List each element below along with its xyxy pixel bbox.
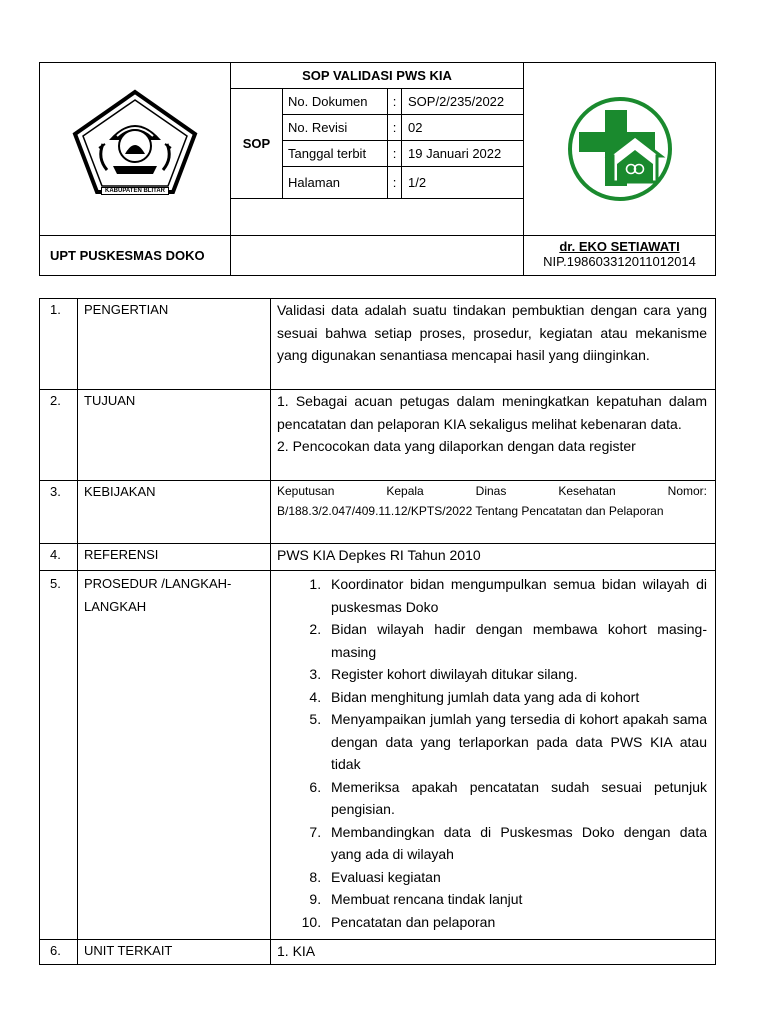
procedure-step: 5. Menyampaikan jumlah yang tersedia di kohort apakah sama dengan data yang terlaporkan pada data PWS KIA atau tidak bbox=[325, 708, 707, 776]
section-content: PWS KIA Depkes RI Tahun 2010 bbox=[271, 544, 716, 571]
section-number: 4. bbox=[40, 544, 78, 571]
meta-label-document-number: No. Dokumen bbox=[283, 89, 388, 115]
puskesmas-logo bbox=[565, 94, 675, 204]
sop-content-table bbox=[39, 298, 716, 965]
section-content: Validasi data adalah suatu tindakan pembuktian dengan cara yang sesuai bahwa setiap proses, prosedur, kegiatan atau mekanisme yang digunakan senantiasa mencapai hasil yang diinginkan. bbox=[271, 299, 716, 390]
procedure-step: 1. Koordinator bidan mengumpulkan semua bidan wilayah di puskesmas Doko bbox=[325, 573, 707, 618]
section-row-pengertian bbox=[40, 299, 716, 390]
meta-value-page: 1/2 bbox=[402, 167, 524, 199]
signer-name: dr. EKO SETIAWATI bbox=[559, 239, 680, 254]
purpose-item: 1. Sebagai acuan petugas dalam meningkatkan kepatuhan dalam pencatatan dan pelaporan KIA sekaligus melihat kebenaran data. bbox=[277, 393, 707, 432]
procedure-step: 8. Evaluasi kegiatan bbox=[325, 866, 707, 889]
section-heading: PENGERTIAN bbox=[78, 299, 271, 390]
procedure-step: 2. Bidan wilayah hadir dengan membawa kohort masing-masing bbox=[325, 618, 707, 663]
sop-label: SOP bbox=[231, 89, 283, 199]
signature-block bbox=[524, 236, 716, 276]
section-row-unit-terkait bbox=[40, 940, 716, 965]
section-content bbox=[271, 390, 716, 481]
section-row-kebijakan bbox=[40, 481, 716, 544]
section-heading: PROSEDUR /LANGKAH-LANGKAH bbox=[78, 571, 271, 940]
section-number: 6. bbox=[40, 940, 78, 965]
document-title: SOP VALIDASI PWS KIA bbox=[231, 63, 524, 89]
meta-label-issue-date: Tanggal terbit bbox=[283, 141, 388, 167]
blank-header-cell bbox=[231, 236, 524, 276]
puskesmas-logo-cell bbox=[524, 63, 716, 236]
procedure-step: 10. Pencatatan dan pelaporan bbox=[325, 911, 707, 934]
meta-colon: : bbox=[388, 167, 402, 199]
signer-nip: NIP.198603312011012014 bbox=[543, 254, 696, 269]
organization-name: UPT PUSKESMAS DOKO bbox=[40, 236, 231, 276]
meta-colon: : bbox=[388, 141, 402, 167]
section-number: 2. bbox=[40, 390, 78, 481]
section-content bbox=[271, 571, 716, 940]
section-heading: UNIT TERKAIT bbox=[78, 940, 271, 965]
meta-value-issue-date: 19 Januari 2022 bbox=[402, 141, 524, 167]
regency-logo-caption: KABUPATEN BLITAR bbox=[101, 187, 169, 195]
section-row-prosedur bbox=[40, 571, 716, 940]
meta-value-document-number: SOP/2/235/2022 bbox=[402, 89, 524, 115]
section-number: 1. bbox=[40, 299, 78, 390]
meta-label-revision: No. Revisi bbox=[283, 115, 388, 141]
meta-value-revision: 02 bbox=[402, 115, 524, 141]
blank-header-cell bbox=[231, 199, 524, 236]
meta-colon: : bbox=[388, 115, 402, 141]
section-content: Keputusan Kepala Dinas Kesehatan Nomor: B/188.3/2.047/409.11.12/KPTS/2022 Tentang Pencatatan dan Pelaporan bbox=[271, 481, 716, 544]
section-heading: REFERENSI bbox=[78, 544, 271, 571]
section-row-referensi bbox=[40, 544, 716, 571]
section-number: 5. bbox=[40, 571, 78, 940]
section-number: 3. bbox=[40, 481, 78, 544]
section-content: 1. KIA bbox=[271, 940, 716, 965]
procedure-steps-list bbox=[277, 573, 707, 933]
meta-label-page: Halaman bbox=[283, 167, 388, 199]
procedure-step: 7. Membandingkan data di Puskesmas Doko dengan data yang ada di wilayah bbox=[325, 821, 707, 866]
meta-colon: : bbox=[388, 89, 402, 115]
procedure-step: 6. Memeriksa apakah pencatatan sudah sesuai petunjuk pengisian. bbox=[325, 776, 707, 821]
procedure-step: 4. Bidan menghitung jumlah data yang ada di kohort bbox=[325, 686, 707, 709]
section-heading: TUJUAN bbox=[78, 390, 271, 481]
procedure-step: 3. Register kohort diwilayah ditukar silang. bbox=[325, 663, 707, 686]
procedure-step: 9. Membuat rencana tindak lanjut bbox=[325, 888, 707, 911]
sop-header-table bbox=[39, 62, 716, 276]
kabupaten-blitar-logo bbox=[69, 88, 201, 196]
section-row-tujuan bbox=[40, 390, 716, 481]
regency-logo-cell bbox=[40, 63, 231, 236]
purpose-item: 2. Pencocokan data yang dilaporkan dengan data register bbox=[277, 438, 636, 454]
section-heading: KEBIJAKAN bbox=[78, 481, 271, 544]
